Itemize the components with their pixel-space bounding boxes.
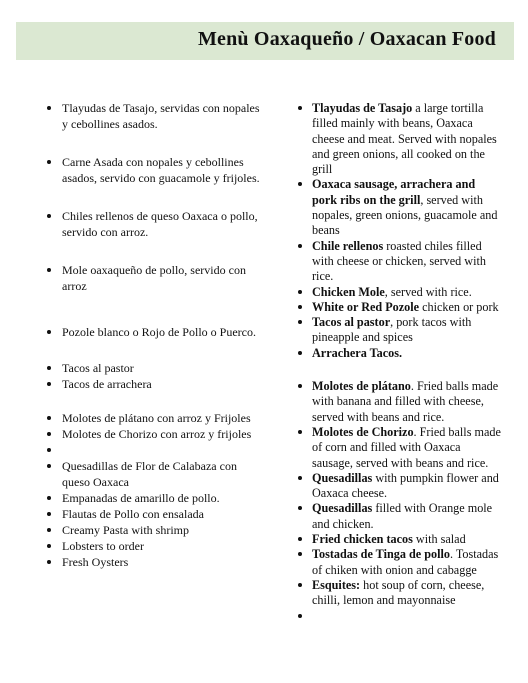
- list-item: Fresh Oysters: [62, 554, 262, 570]
- english-menu-list: [312, 101, 502, 624]
- list-item: Tacos de arrachera: [62, 376, 262, 392]
- dish-description: . Fried balls made with banana and filled with cheese, served with beans and rice.: [312, 379, 499, 424]
- dish-name: Chicken Mole: [312, 284, 385, 299]
- dish-description: . Tostadas of chiken with onion and cabagge: [312, 547, 499, 577]
- list-item: Lobsters to order: [62, 538, 262, 554]
- dish-description: with salad: [412, 532, 466, 547]
- dish-description: with pumpkin flower and Oaxaca cheese.: [312, 470, 499, 501]
- dish-description: , served with rice.: [384, 284, 472, 299]
- list-item: Quesadillas de Flor de Calabaza con queso Oaxaca: [62, 458, 262, 490]
- list-item: [312, 501, 502, 532]
- dish-name: Tostadas de Tinga de pollo: [312, 547, 450, 562]
- list-item: Mole oaxaqueño de pollo, servido con arroz: [62, 262, 262, 294]
- list-item: Flautas de Pollo con ensalada: [62, 506, 262, 522]
- list-item: Carne Asada con nopales y cebollines asados, servido con guacamole y frijoles.: [62, 154, 262, 186]
- dish-name: Molotes de Chorizo: [312, 424, 414, 439]
- dish-name: White or Red Pozole: [312, 299, 420, 314]
- dish-name: Molotes de plátano: [312, 379, 411, 394]
- list-item: Creamy Pasta with shrimp: [62, 522, 262, 538]
- list-item: [312, 609, 502, 624]
- page-title: Menù Oaxaqueño / Oaxacan Food: [197, 28, 496, 50]
- dish-name: Quesadillas: [312, 470, 373, 485]
- dish-name: Esquites:: [312, 577, 361, 592]
- list-item: [312, 547, 502, 578]
- dish-name: Oaxaca sausage, arrachera and pork ribs on the grill: [312, 177, 476, 207]
- spanish-menu-list: [62, 100, 262, 570]
- dish-name: Quesadillas: [312, 501, 373, 516]
- list-item: [312, 425, 502, 471]
- list-item: [312, 285, 502, 300]
- list-item: Empanadas de amarillo de pollo.: [62, 490, 262, 506]
- dish-description: , served with nopales, green onions, guacamole and beans: [312, 192, 498, 238]
- list-item: [312, 300, 502, 315]
- list-item: [312, 101, 502, 177]
- list-item: Chiles rellenos de queso Oaxaca o pollo, servido con arroz.: [62, 208, 262, 240]
- list-item: [312, 177, 502, 238]
- dish-description: hot soup of corn, cheese, chilli, lemon and mayonnaise: [312, 577, 485, 608]
- list-item: Molotes de Chorizo con arroz y frijoles: [62, 426, 262, 442]
- dish-description: chicken or pork: [419, 299, 499, 314]
- dish-description: filled with Orange mole and chicken.: [312, 501, 493, 531]
- dish-description: . Fried balls made of corn and filled with Oaxaca sausage, served with beans and rice.: [312, 424, 501, 470]
- dish-name: Tlayudas de Tasajo: [312, 101, 413, 115]
- dish-name: Fried chicken tacos: [312, 532, 413, 547]
- dish-description: , pork tacos with pineapple and spices: [312, 315, 472, 345]
- list-item: [312, 578, 502, 609]
- list-item: [312, 315, 502, 346]
- list-item: Pozole blanco o Rojo de Pollo o Puerco.: [62, 324, 262, 340]
- list-item: Tacos al pastor: [62, 360, 262, 376]
- list-item: [312, 379, 502, 425]
- list-item: [62, 442, 262, 458]
- dish-name: Tacos al pastor: [312, 315, 391, 330]
- title-banner: [16, 22, 514, 60]
- list-item: [312, 239, 502, 285]
- list-item: [312, 346, 502, 361]
- list-item: Tlayudas de Tasajo, servidas con nopales y cebollines asados.: [62, 100, 262, 132]
- list-item: [312, 471, 502, 502]
- dish-name: Chile rellenos: [312, 238, 384, 253]
- list-item: Molotes de plátano con arroz y Frijoles: [62, 410, 262, 426]
- dish-name: Arrachera Tacos.: [312, 345, 403, 360]
- list-item: [312, 532, 502, 547]
- dish-description: roasted chiles filled with cheese or chicken, served with rice.: [312, 238, 486, 284]
- dish-description: a large tortilla filled mainly with beans, Oaxaca cheese and meat. Served with nopales and green onions, all cooked on the grill: [312, 101, 497, 177]
